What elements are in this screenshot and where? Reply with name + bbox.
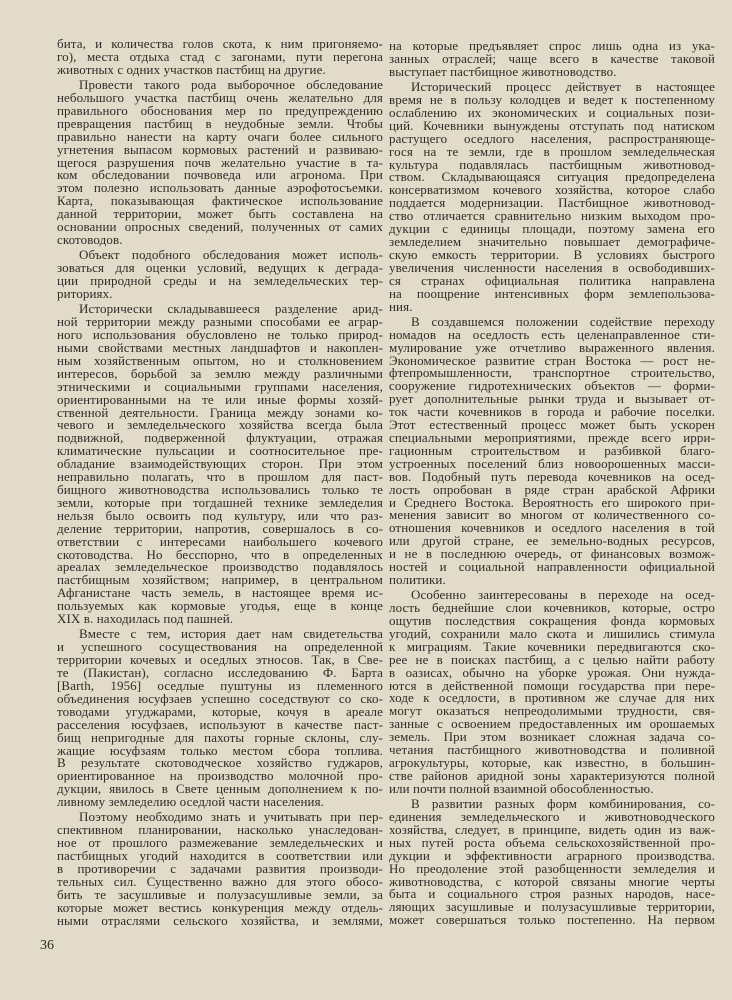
text-line: животных с одних участков пастбищ на другие. [57, 63, 326, 77]
right-text-column [389, 40, 715, 927]
text-line: или другой стране, ее земельно-водных ресурсов, [389, 535, 715, 549]
text-line: может совершаться только постепенно. На первом [389, 914, 715, 928]
text-line: или почти полной взаимной обособленностью. [389, 782, 654, 796]
text-line: данной территории, может быть составлена на [57, 208, 383, 222]
text-line: вов. Подобный путь перевода кочевников на осед- [389, 470, 715, 484]
text-line: объединения юсуфзаев успешно соседствуют со ско- [57, 692, 383, 706]
text-line: ностей и социальной направленности официальной [389, 561, 715, 574]
text-line: время не в пользу колодцев и ведет к постепенному [389, 94, 715, 107]
paragraph [389, 81, 715, 313]
text-line: дукции, явилось в Свете ценным дополнением к по- [57, 783, 383, 797]
text-line: те (Пакистан), согласно исследованию Ф. Барта [57, 667, 383, 680]
text-line: и успешного сосуществования на определенной [57, 641, 383, 655]
text-line: интересов, борьбой за землю между различными [57, 367, 383, 381]
text-line: Исторический процесс действует в настоящее [411, 81, 715, 95]
text-line: Вместе с тем, история дает нам свидетельства [79, 628, 383, 642]
text-line: угнетения выпасом кормовых растений и развиваю- [57, 143, 383, 157]
text-line: Карта, показывающая фактическое использование [57, 195, 383, 209]
text-line: менения зависит во многом от количественного со- [389, 509, 715, 523]
text-line: неправильно полагать, что в прошлом для паст- [57, 471, 383, 484]
text-line: фтепромышленности, транспортное строительство, [389, 367, 715, 381]
text-line: бищ непригодные для пахоты горные склоны, слу- [57, 731, 383, 745]
text-line: и Среднего Востока. Вероятность его широкого при- [389, 496, 715, 510]
text-line: отношения кочевников и оседлого населения в той [389, 522, 715, 536]
text-line: увеличения численности населения в освободивших- [389, 261, 715, 275]
text-line: го), места отдыха стад с загонами, пути перегона [57, 50, 383, 64]
left-text-column [57, 38, 383, 928]
text-line: мулирование уже отчетливо выраженного явления. [389, 341, 715, 355]
text-line: земледелием значительно повышает демографиче- [389, 235, 715, 249]
text-line: политики. [389, 573, 446, 587]
text-line: ливному земледелию оседлой части населения. [57, 796, 325, 810]
text-line: риториях. [57, 288, 113, 301]
text-line: угодий, сохранили мало скота и лишились стимула [389, 627, 715, 641]
text-line: нельзя было освоить под культуру, или что раз- [57, 509, 383, 523]
text-line: тельных сил. Существенно важно для этого обосо- [57, 875, 383, 889]
text-line: превращения пастбищ в неудобные земли. Чтобы [57, 117, 383, 131]
paragraph [57, 249, 383, 301]
text-line: поддается модернизации. Пастбищное животновод- [389, 197, 715, 211]
text-line: которые может вестись конкуренция между отдель- [57, 901, 383, 915]
text-line: правильного обоснования мер по предупреждению [57, 104, 383, 118]
text-line: небольшого участка пастбищ очень желательно для [57, 92, 383, 105]
text-line: Объект подобного обследования может исполь- [79, 249, 383, 263]
paragraph [389, 589, 715, 796]
text-line: дукции с единицы площади, поэтому замена его [389, 223, 715, 236]
text-line: жащие юсуфзаям только местом сбора топлива. [57, 744, 383, 758]
text-line: скотоводства. Но бесспорно, что в определенных [57, 548, 383, 562]
text-line: на поощрение интенсивных форм землепользова- [389, 287, 715, 301]
text-line: стве районов аридной зоны характеризуются полной [389, 769, 715, 783]
text-line: ных путей роста объема сельскохозяйственной про- [389, 836, 715, 850]
text-line: ареалах земледельческое производство подавлялось [57, 561, 383, 575]
text-line: ной территории между разными способами ее аграр- [57, 316, 383, 330]
text-line: выступает пастбищное животноводство. [389, 65, 617, 79]
text-line: четания пастбищного животноводства и поливной [389, 744, 715, 758]
paragraph [389, 316, 715, 587]
text-line: ными отраслями сельского хозяйства, и землями, [57, 914, 383, 928]
text-line: ций. Кочевники вынуждены отступать под натиском [389, 119, 715, 133]
text-line: пастбищных угодий находится в соответствии или [57, 850, 383, 864]
text-line: ощутив последствия сокращения фонда кормовых [389, 615, 715, 628]
paragraph [57, 811, 383, 927]
text-line: ное от прошлого размежевание земледельческих и [57, 837, 383, 851]
text-line: бищного животноводства использовались только те [57, 483, 383, 497]
text-line: ния. [389, 300, 413, 314]
text-line: подвижной, подверженной флуктуации, отражая [57, 432, 383, 446]
text-line: культура подавлялась пастбищным животновод- [389, 158, 715, 172]
paragraph [57, 303, 383, 626]
text-line: ток части кочевников в города и рабочие поселки. [389, 406, 715, 420]
text-line: дукции и эффективности аграрного производства. [389, 849, 715, 863]
text-line: ными свойствами местных ландшафтов и накоплен- [57, 342, 383, 355]
text-line: и не в последнюю очередь, от финансовых возмож- [389, 548, 715, 562]
text-line: ственной деятельности. Граница между зонами ко- [57, 406, 383, 420]
text-line: этом полезно использовать данные аэрофотосъемки. [57, 182, 383, 196]
text-line: ответствии с интересами наибольшего кочевого [57, 535, 383, 549]
text-line: ком обследовании почвоведа или агронома. При [57, 169, 383, 183]
text-line: могут оказаться непреодолимыми трудности, свя- [389, 705, 715, 719]
text-line: товодами угуджарами, которые, кочуя в ареале [57, 705, 383, 719]
text-line: сооружение гидротехнических объектов — форми- [389, 380, 715, 394]
text-line: земли, которые при тогдашней технике земледелия [57, 496, 383, 510]
text-line: номадов на оседлость есть целенаправленное сти- [389, 328, 715, 342]
text-line: основании опросных сведений, полученных от самих [57, 221, 383, 234]
text-line: расселения юсуфзаев, используют в качестве паст- [57, 718, 383, 732]
text-line: пастбищным хозяйством; например, в центральном [57, 574, 383, 588]
text-line: В развитии разных форм комбинирования, со- [411, 798, 715, 812]
text-line: ся странах официальная политика направлена [389, 274, 715, 288]
text-line: Исторически складывавшееся разделение арид- [79, 303, 383, 317]
text-line: [Barth, 1956] оседлые пуштуны из племенного [57, 679, 383, 693]
text-line: деление территории, напротив, совершалось в со- [57, 522, 383, 536]
paragraph [57, 79, 383, 247]
text-line: Провести такого рода выборочное обследование [79, 79, 383, 93]
text-line: XIX в. находилась под пашней. [57, 613, 234, 626]
text-line: на которые предъявляет спрос лишь одна из ука- [389, 40, 715, 53]
text-line: бить те засушливые и полузасушливые земли, за [57, 888, 383, 902]
text-line: животноводства, с которой связаны многие черты [389, 875, 715, 889]
text-line: этническими и социальными группами населения, [57, 380, 383, 394]
text-line: ции природной среды и на земледельческих тер- [57, 275, 383, 288]
text-line: в оазисах, обычно на уборке урожая. Они нужда- [389, 666, 715, 680]
paragraph [57, 38, 383, 77]
text-line: Особенно заинтересованы в переходе на осед- [411, 589, 715, 603]
text-line: ного использования обусловлено не только природ- [57, 329, 383, 343]
text-line: спективном планировании, насколько унаследован- [57, 824, 383, 838]
text-line: быта и социального строя разных народов, насе- [389, 888, 715, 902]
text-line: ством. Складывающаяся ситуация предопределена [389, 171, 715, 185]
text-line: ослаблению их экономических и социальных пози- [389, 106, 715, 120]
text-line: пользуемых как кормовые угодья, еще в конце [57, 600, 383, 614]
text-line: единения земледельческого и животноводческого [389, 811, 715, 824]
text-line: в противоречии с задачами развития производи- [57, 863, 383, 876]
text-line: ходе к оседлости, в противном же случае для них [389, 692, 715, 706]
text-line: ляющих засушливые и полузасушливые территории, [389, 901, 715, 915]
text-line: В создавшемся положении содействие переходу [411, 315, 715, 329]
text-line: скую емкость территории. В условиях быстрого [389, 248, 715, 262]
text-line: лость беднейшие слои кочевников, которые, остро [389, 602, 715, 616]
text-line: ным хозяйственным опытом, но и столкновением [57, 354, 383, 368]
text-line: занные с освоением предоставленных им орошаемых [389, 718, 715, 732]
paragraph [389, 40, 715, 79]
text-line: к миграциям. Такие кочевники передвигаются ско- [389, 640, 715, 654]
text-line: Экономическое развитие стран Востока — рост не- [389, 354, 715, 368]
text-line: ство отличается сравнительно низким выходом про- [389, 210, 715, 224]
text-line: обладание взаимодействующих сторон. При этом [57, 458, 383, 472]
text-line: Поэтому необходимо знать и учитывать при пер- [79, 811, 383, 825]
text-line: рует дополнительные рынки труда и вызывает от- [389, 393, 715, 407]
text-line: Этот естественный процесс может быть ускорен [389, 419, 715, 432]
text-line: гося на те земли, где в прошлом земледельческая [389, 145, 715, 159]
text-line: скотоводов. [57, 233, 123, 247]
text-line: бита, и количества голов скота, к ним пригоняемо- [57, 38, 383, 51]
text-line: рее не в поисках пастбищ, а с целью найти работу [389, 653, 715, 667]
text-line: правильно нанести на карту очаги более сильного [57, 130, 383, 144]
text-line: устроенных поселений близ новоорошенных масси- [389, 457, 715, 471]
text-line: В результате скотоводческое хозяйство гуджаров, [57, 757, 383, 771]
text-line: агрокультуры, которые, как известно, в большин- [389, 757, 715, 770]
text-line: лость опробован в ряде стран арабской Африки [389, 483, 715, 497]
text-line: Но преодоление этой разобщенности земледелия и [389, 862, 715, 876]
text-line: щегося разрушения почв желательно участие в та- [57, 156, 383, 170]
text-line: чевого и земледельческого хозяйства всегда была [57, 419, 383, 433]
text-line: территории кочевых и оседлых этносов. Так, в Све- [57, 654, 383, 668]
text-line: консерватизмом кочевого хозяйства, которое слабо [389, 184, 715, 198]
text-line: ориентированное на производство молочной про- [57, 770, 383, 784]
text-line: гационным строительством и разбивкой благо- [389, 444, 715, 458]
paragraph [389, 798, 715, 927]
text-line: земель. При этом возникает сложная задача со- [389, 731, 715, 745]
text-line: специальными мероприятиями, прежде всего ирри- [389, 431, 715, 445]
text-line: ются в действенной помощи государства при пере- [389, 679, 715, 693]
text-line: ориентированными на те или иные формы хозяй- [57, 393, 383, 407]
text-line: растущего оседлого населения, распространяюще- [389, 132, 715, 146]
text-line: зоваться для оценки условий, ведущих к деграда- [57, 262, 383, 276]
paragraph [57, 628, 383, 809]
text-line: Афганистане часть земель, в настоящее время ис- [57, 587, 383, 601]
text-line: занных отраслей; чаще всего в качестве таковой [389, 52, 715, 66]
text-line: климатические пульсации и соотносительное пре- [57, 445, 383, 459]
page-number: 36 [40, 938, 54, 953]
text-line: хозяйства, следует, в принципе, видеть один из важ- [389, 823, 715, 837]
